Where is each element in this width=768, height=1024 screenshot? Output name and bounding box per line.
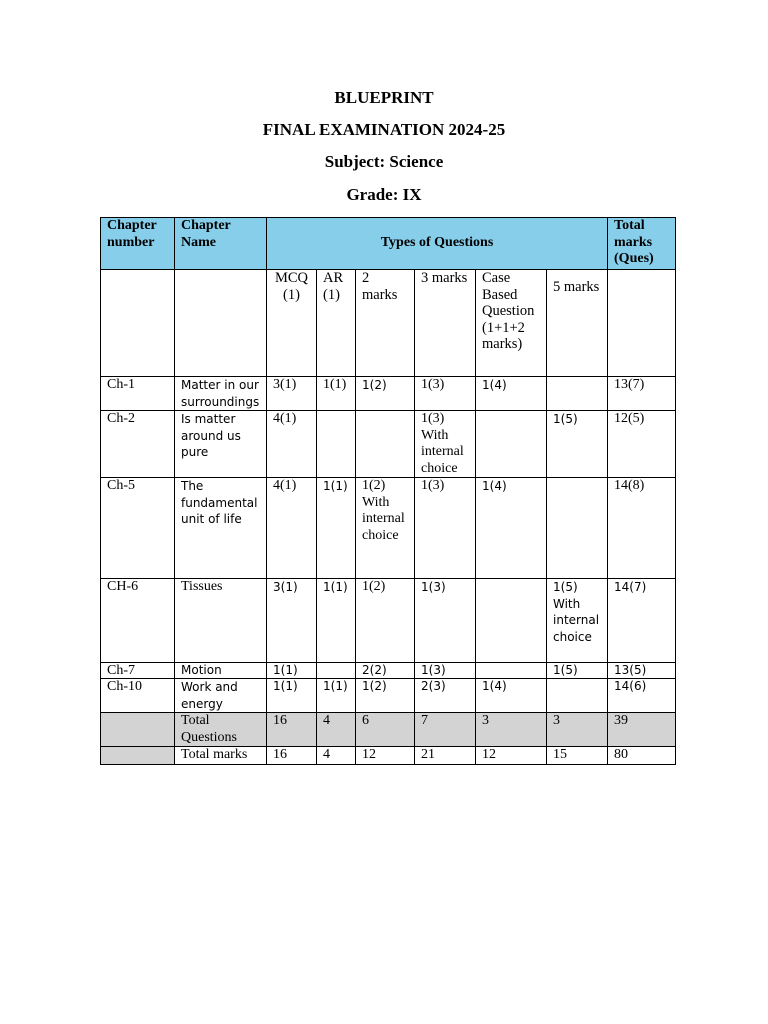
mcq-cell: 1(1) (267, 663, 317, 679)
ar-cell: 1(1) (317, 679, 356, 713)
five-marks-cell (547, 377, 608, 411)
table-subheader-row (101, 270, 676, 377)
ar-cell (317, 411, 356, 478)
chapter-name: Motion (175, 663, 267, 679)
total-cell: 14(6) (608, 679, 676, 713)
marks-five: 15 (547, 747, 608, 765)
table-row (101, 679, 676, 713)
mcq-cell: 4(1) (267, 411, 317, 478)
total-marks-row (101, 747, 676, 765)
grade-line: Grade: IX (346, 185, 422, 204)
ar-cell: 1(1) (317, 579, 356, 663)
subheader-case-based: Case Based Question (1+1+2 marks) (476, 270, 547, 377)
total-case: 3 (476, 713, 547, 747)
chapter-name: The fundamental unit of life (175, 478, 267, 579)
subheader-2-marks: 2 marks (356, 270, 415, 377)
mcq-cell: 1(1) (267, 679, 317, 713)
subheader-empty-cell (608, 270, 676, 377)
five-marks-cell (547, 679, 608, 713)
table-row (101, 663, 676, 679)
two-marks-cell: 2(2) (356, 663, 415, 679)
case-cell (476, 411, 547, 478)
subheader-3-marks: 3 marks (415, 270, 476, 377)
marks-total: 80 (608, 747, 676, 765)
total-marks-label: Total marks (175, 747, 267, 765)
exam-title: FINAL EXAMINATION 2024-25 (262, 120, 506, 139)
chapter-number: Ch-2 (101, 411, 175, 478)
chapter-number: Ch-10 (101, 679, 175, 713)
table-row (101, 579, 676, 663)
header-total-marks: Total marks (Ques) (608, 218, 676, 270)
three-marks-cell: 1(3) (415, 478, 476, 579)
three-marks-cell: 1(3) (415, 377, 476, 411)
marks-empty-cell (101, 747, 175, 765)
subheader-empty-cell (101, 270, 175, 377)
table-header-row (101, 218, 676, 270)
total-cell: 12(5) (608, 411, 676, 478)
chapter-number: Ch-7 (101, 663, 175, 679)
five-marks-cell: 1(5) (547, 411, 608, 478)
total-cell: 14(8) (608, 478, 676, 579)
two-marks-cell (356, 411, 415, 478)
subheader-empty-cell (175, 270, 267, 377)
five-marks-cell (547, 478, 608, 579)
header-chapter-name: Chapter Name (175, 218, 267, 270)
chapter-name: Is matter around us pure (175, 411, 267, 478)
table-row (101, 411, 676, 478)
five-marks-cell: 1(5) (547, 663, 608, 679)
marks-case: 12 (476, 747, 547, 765)
total-questions-count: 39 (608, 713, 676, 747)
chapter-number: Ch-1 (101, 377, 175, 411)
total-mcq: 16 (267, 713, 317, 747)
case-cell (476, 663, 547, 679)
subheader-mcq: MCQ (1) (267, 270, 317, 377)
case-cell: 1(4) (476, 478, 547, 579)
document-title: BLUEPRINT (334, 88, 434, 107)
five-marks-cell: 1(5) With internal choice (547, 579, 608, 663)
total-two: 6 (356, 713, 415, 747)
case-cell: 1(4) (476, 377, 547, 411)
chapter-number: Ch-5 (101, 478, 175, 579)
mcq-cell: 3(1) (267, 579, 317, 663)
case-cell: 1(4) (476, 679, 547, 713)
ar-cell: 1(1) (317, 478, 356, 579)
two-marks-cell: 1(2) With internal choice (356, 478, 415, 579)
total-ar: 4 (317, 713, 356, 747)
marks-two: 12 (356, 747, 415, 765)
total-empty-cell (101, 713, 175, 747)
two-marks-cell: 1(2) (356, 377, 415, 411)
table-row (101, 377, 676, 411)
total-three: 7 (415, 713, 476, 747)
total-questions-label: Total Questions (175, 713, 267, 747)
total-questions-row (101, 713, 676, 747)
chapter-name: Tissues (175, 579, 267, 663)
marks-ar: 4 (317, 747, 356, 765)
three-marks-cell: 2(3) (415, 679, 476, 713)
ar-cell: 1(1) (317, 377, 356, 411)
three-marks-cell: 1(3) With internal choice (415, 411, 476, 478)
ar-cell (317, 663, 356, 679)
subheader-5-marks: 5 marks (547, 270, 608, 377)
blueprint-table (100, 217, 676, 765)
header-types-of-questions: Types of Questions (267, 218, 608, 270)
mcq-cell: 4(1) (267, 478, 317, 579)
two-marks-cell: 1(2) (356, 679, 415, 713)
total-cell: 14(7) (608, 579, 676, 663)
subject-line: Subject: Science (324, 152, 444, 171)
two-marks-cell: 1(2) (356, 579, 415, 663)
marks-mcq: 16 (267, 747, 317, 765)
marks-three: 21 (415, 747, 476, 765)
total-cell: 13(5) (608, 663, 676, 679)
mcq-cell: 3(1) (267, 377, 317, 411)
chapter-name: Work and energy (175, 679, 267, 713)
header-chapter-number: Chapter number (101, 218, 175, 270)
total-five: 3 (547, 713, 608, 747)
chapter-name: Matter in our surroundings (175, 377, 267, 411)
subheader-ar: AR (1) (317, 270, 356, 377)
three-marks-cell: 1(3) (415, 579, 476, 663)
case-cell (476, 579, 547, 663)
chapter-number: CH-6 (101, 579, 175, 663)
three-marks-cell: 1(3) (415, 663, 476, 679)
total-cell: 13(7) (608, 377, 676, 411)
table-row (101, 478, 676, 579)
